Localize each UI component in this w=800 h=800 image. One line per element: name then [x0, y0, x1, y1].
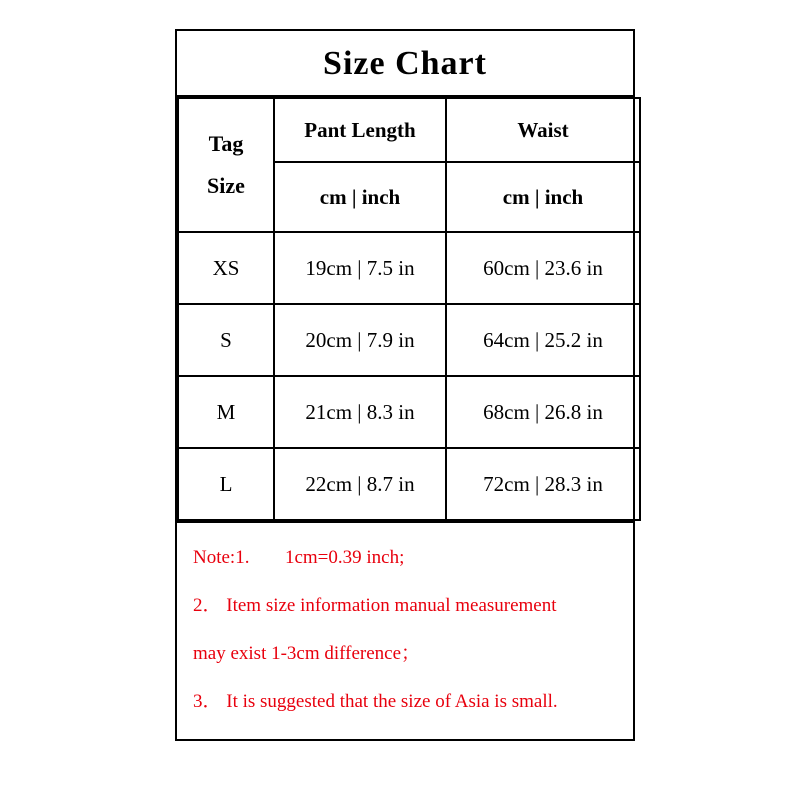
cell-tag-size: M	[178, 376, 274, 448]
cell-waist: 68cm | 26.8 in	[446, 376, 640, 448]
note-1	[193, 539, 617, 577]
cell-tag-size: L	[178, 448, 274, 520]
header-waist-units: cm | inch	[446, 162, 640, 232]
note-3: 3． It is suggested that the size of Asia is small.	[193, 691, 558, 712]
header-pant-length-units: cm | inch	[274, 162, 446, 232]
note-1-label: Note:1.	[193, 547, 250, 568]
note-2-line-2: may exist 1-3cm difference；	[193, 643, 421, 664]
cell-pant-length: 22cm | 8.7 in	[274, 448, 446, 520]
table-row	[178, 376, 640, 448]
table-row	[178, 448, 640, 520]
header-pant-length: Pant Length	[274, 98, 446, 162]
table-header-row-1	[178, 98, 640, 162]
size-chart-card	[175, 29, 635, 741]
page-title: Size Chart	[177, 31, 633, 97]
cell-waist: 72cm | 28.3 in	[446, 448, 640, 520]
cell-waist: 64cm | 25.2 in	[446, 304, 640, 376]
note-1-text: 1cm=0.39 inch;	[284, 547, 405, 568]
header-waist: Waist	[446, 98, 640, 162]
table-row	[178, 304, 640, 376]
note-2-line-1: 2． Item size information manual measurement	[193, 595, 557, 616]
cell-waist: 60cm | 23.6 in	[446, 232, 640, 304]
table-row	[178, 232, 640, 304]
header-tag-size	[178, 98, 274, 232]
size-chart-table	[177, 97, 641, 521]
cell-tag-size: S	[178, 304, 274, 376]
cell-pant-length: 19cm | 7.5 in	[274, 232, 446, 304]
cell-tag-size: XS	[178, 232, 274, 304]
header-tag-size-line1: Tag	[208, 131, 244, 157]
header-tag-size-line2: Size	[207, 173, 245, 198]
cell-pant-length: 20cm | 7.9 in	[274, 304, 446, 376]
cell-pant-length: 21cm | 8.3 in	[274, 376, 446, 448]
notes-section	[177, 521, 633, 739]
